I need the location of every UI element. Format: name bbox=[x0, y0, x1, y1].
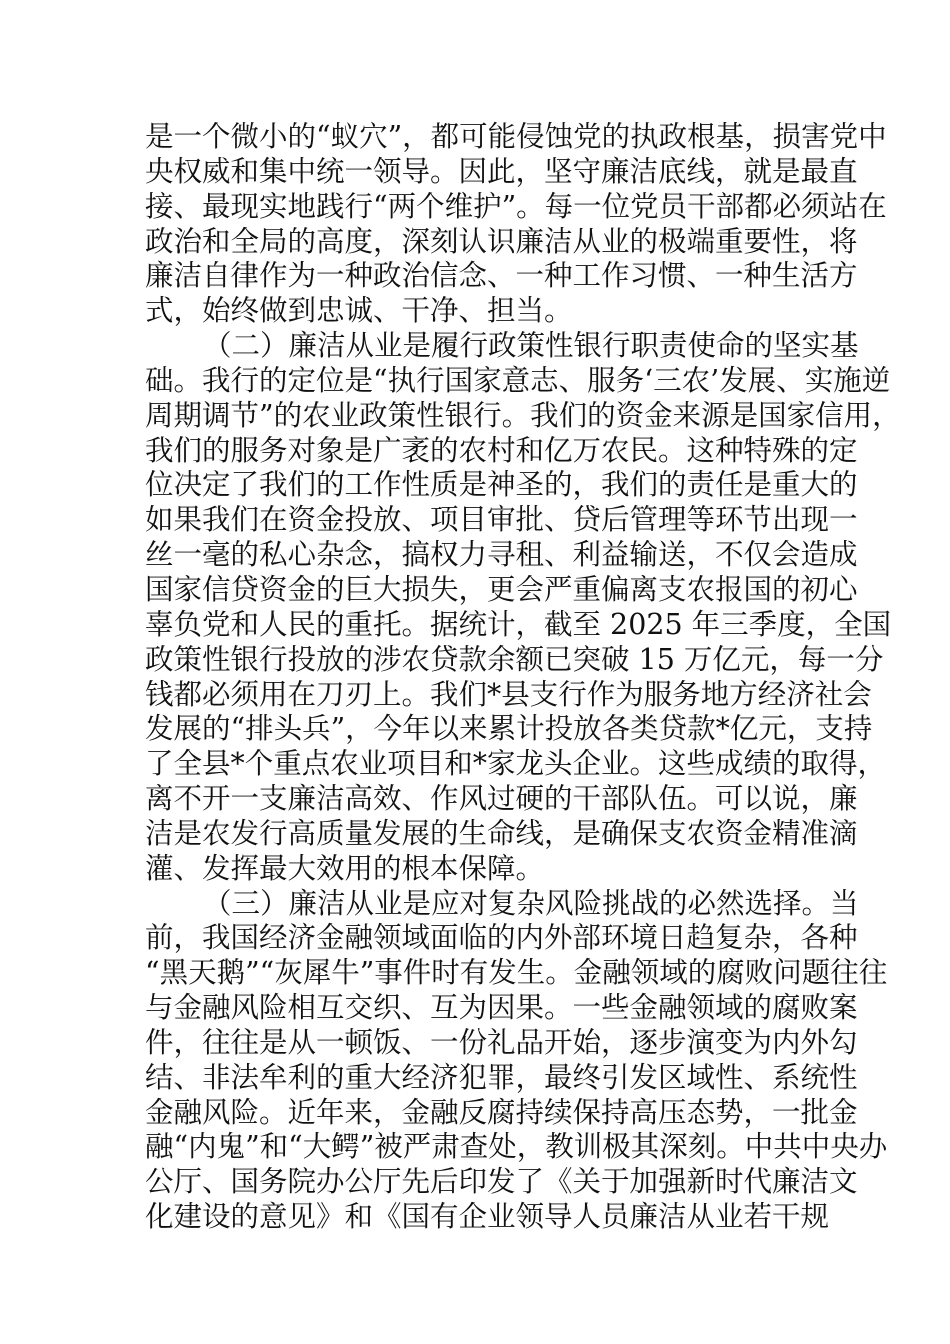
text-line: “黑天鹅”“灰犀牛”事件时有发生。金融领域的腐败问题往往 bbox=[145, 956, 888, 990]
text-line: 周期调节”的农业政策性银行。我们的资金来源是国家信用， bbox=[145, 398, 901, 432]
document-body bbox=[145, 120, 901, 1235]
text-line: 是一个微小的“蚁穴”，都可能侵蚀党的执政根基，损害党中 bbox=[145, 120, 887, 153]
text-line: 政策性银行投放的涉农贷款余额已突破 15 万亿元，每一分 bbox=[145, 642, 884, 676]
text-line: 洁是农发行高质量发展的生命线，是确保支农资金精准滴 bbox=[145, 816, 858, 850]
text-line: 公厅、国务院办公厅先后印发了《关于加强新时代廉洁文 bbox=[145, 1165, 858, 1199]
section-heading-line: （二）廉洁从业是履行政策性银行职责使命的坚实基 bbox=[203, 329, 859, 363]
text-line: 础。我行的定位是“执行国家意志、服务‘三农’发展、实施逆 bbox=[145, 363, 891, 397]
text-line: 与金融风险相互交织、互为因果。一些金融领域的腐败案 bbox=[145, 991, 858, 1025]
section-heading-line: （三）廉洁从业是应对复杂风险挑战的必然选择。当 bbox=[203, 886, 859, 920]
text-line: 化建设的意见》和《国有企业领导人员廉洁从业若干规 bbox=[145, 1200, 830, 1234]
text-line: 位决定了我们的工作性质是神圣的，我们的责任是重大的 bbox=[145, 468, 858, 502]
text-line: 政治和全局的高度，深刻认识廉洁从业的极端重要性，将 bbox=[145, 224, 858, 258]
text-line: 央权威和集中统一领导。因此，坚守廉洁底线，就是最直 bbox=[145, 154, 858, 188]
text-line: 如果我们在资金投放、项目审批、贷后管理等环节出现一 bbox=[145, 503, 858, 537]
text-line: 离不开一支廉洁高效、作风过硬的干部队伍。可以说，廉 bbox=[145, 782, 858, 816]
text-line: 融“内鬼”和“大鳄”被严肃查处，教训极其深刻。中共中央办 bbox=[145, 1130, 888, 1164]
text-line: 国家信贷资金的巨大损失，更会严重偏离支农报国的初心 bbox=[145, 572, 858, 606]
text-line: 辜负党和人民的重托。据统计，截至 2025 年三季度，全国 bbox=[145, 607, 892, 641]
text-line: 丝一毫的私心杂念，搞权力寻租、利益输送，不仅会造成 bbox=[145, 538, 858, 572]
text-line: 钱都必须用在刀刃上。我们*县支行作为服务地方经济社会 bbox=[145, 677, 872, 711]
text-line: 金融风险。近年来，金融反腐持续保持高压态势，一批金 bbox=[145, 1095, 858, 1129]
text-line: 我们的服务对象是广袤的农村和亿万农民。这种特殊的定 bbox=[145, 433, 858, 467]
text-line: 廉洁自律作为一种政治信念、一种工作习惯、一种生活方 bbox=[145, 259, 858, 293]
text-line: 灌、发挥最大效用的根本保障。 bbox=[145, 851, 545, 885]
text-line: 式，始终做到忠诚、干净、担当。 bbox=[145, 294, 573, 328]
text-line: 了全县*个重点农业项目和*家龙头企业。这些成绩的取得， bbox=[145, 747, 887, 781]
text-line: 前，我国经济金融领域面临的内外部环境日趋复杂，各种 bbox=[145, 921, 858, 955]
text-line: 接、最现实地践行“两个维护”。每一位党员干部都必须站在 bbox=[145, 189, 887, 223]
text-line: 件，往往是从一顿饭、一份礼品开始，逐步演变为内外勾 bbox=[145, 1025, 858, 1059]
text-line: 发展的“排头兵”，今年以来累计投放各类贷款*亿元，支持 bbox=[145, 712, 873, 746]
text-line: 结、非法牟利的重大经济犯罪，最终引发区域性、系统性 bbox=[145, 1060, 858, 1094]
